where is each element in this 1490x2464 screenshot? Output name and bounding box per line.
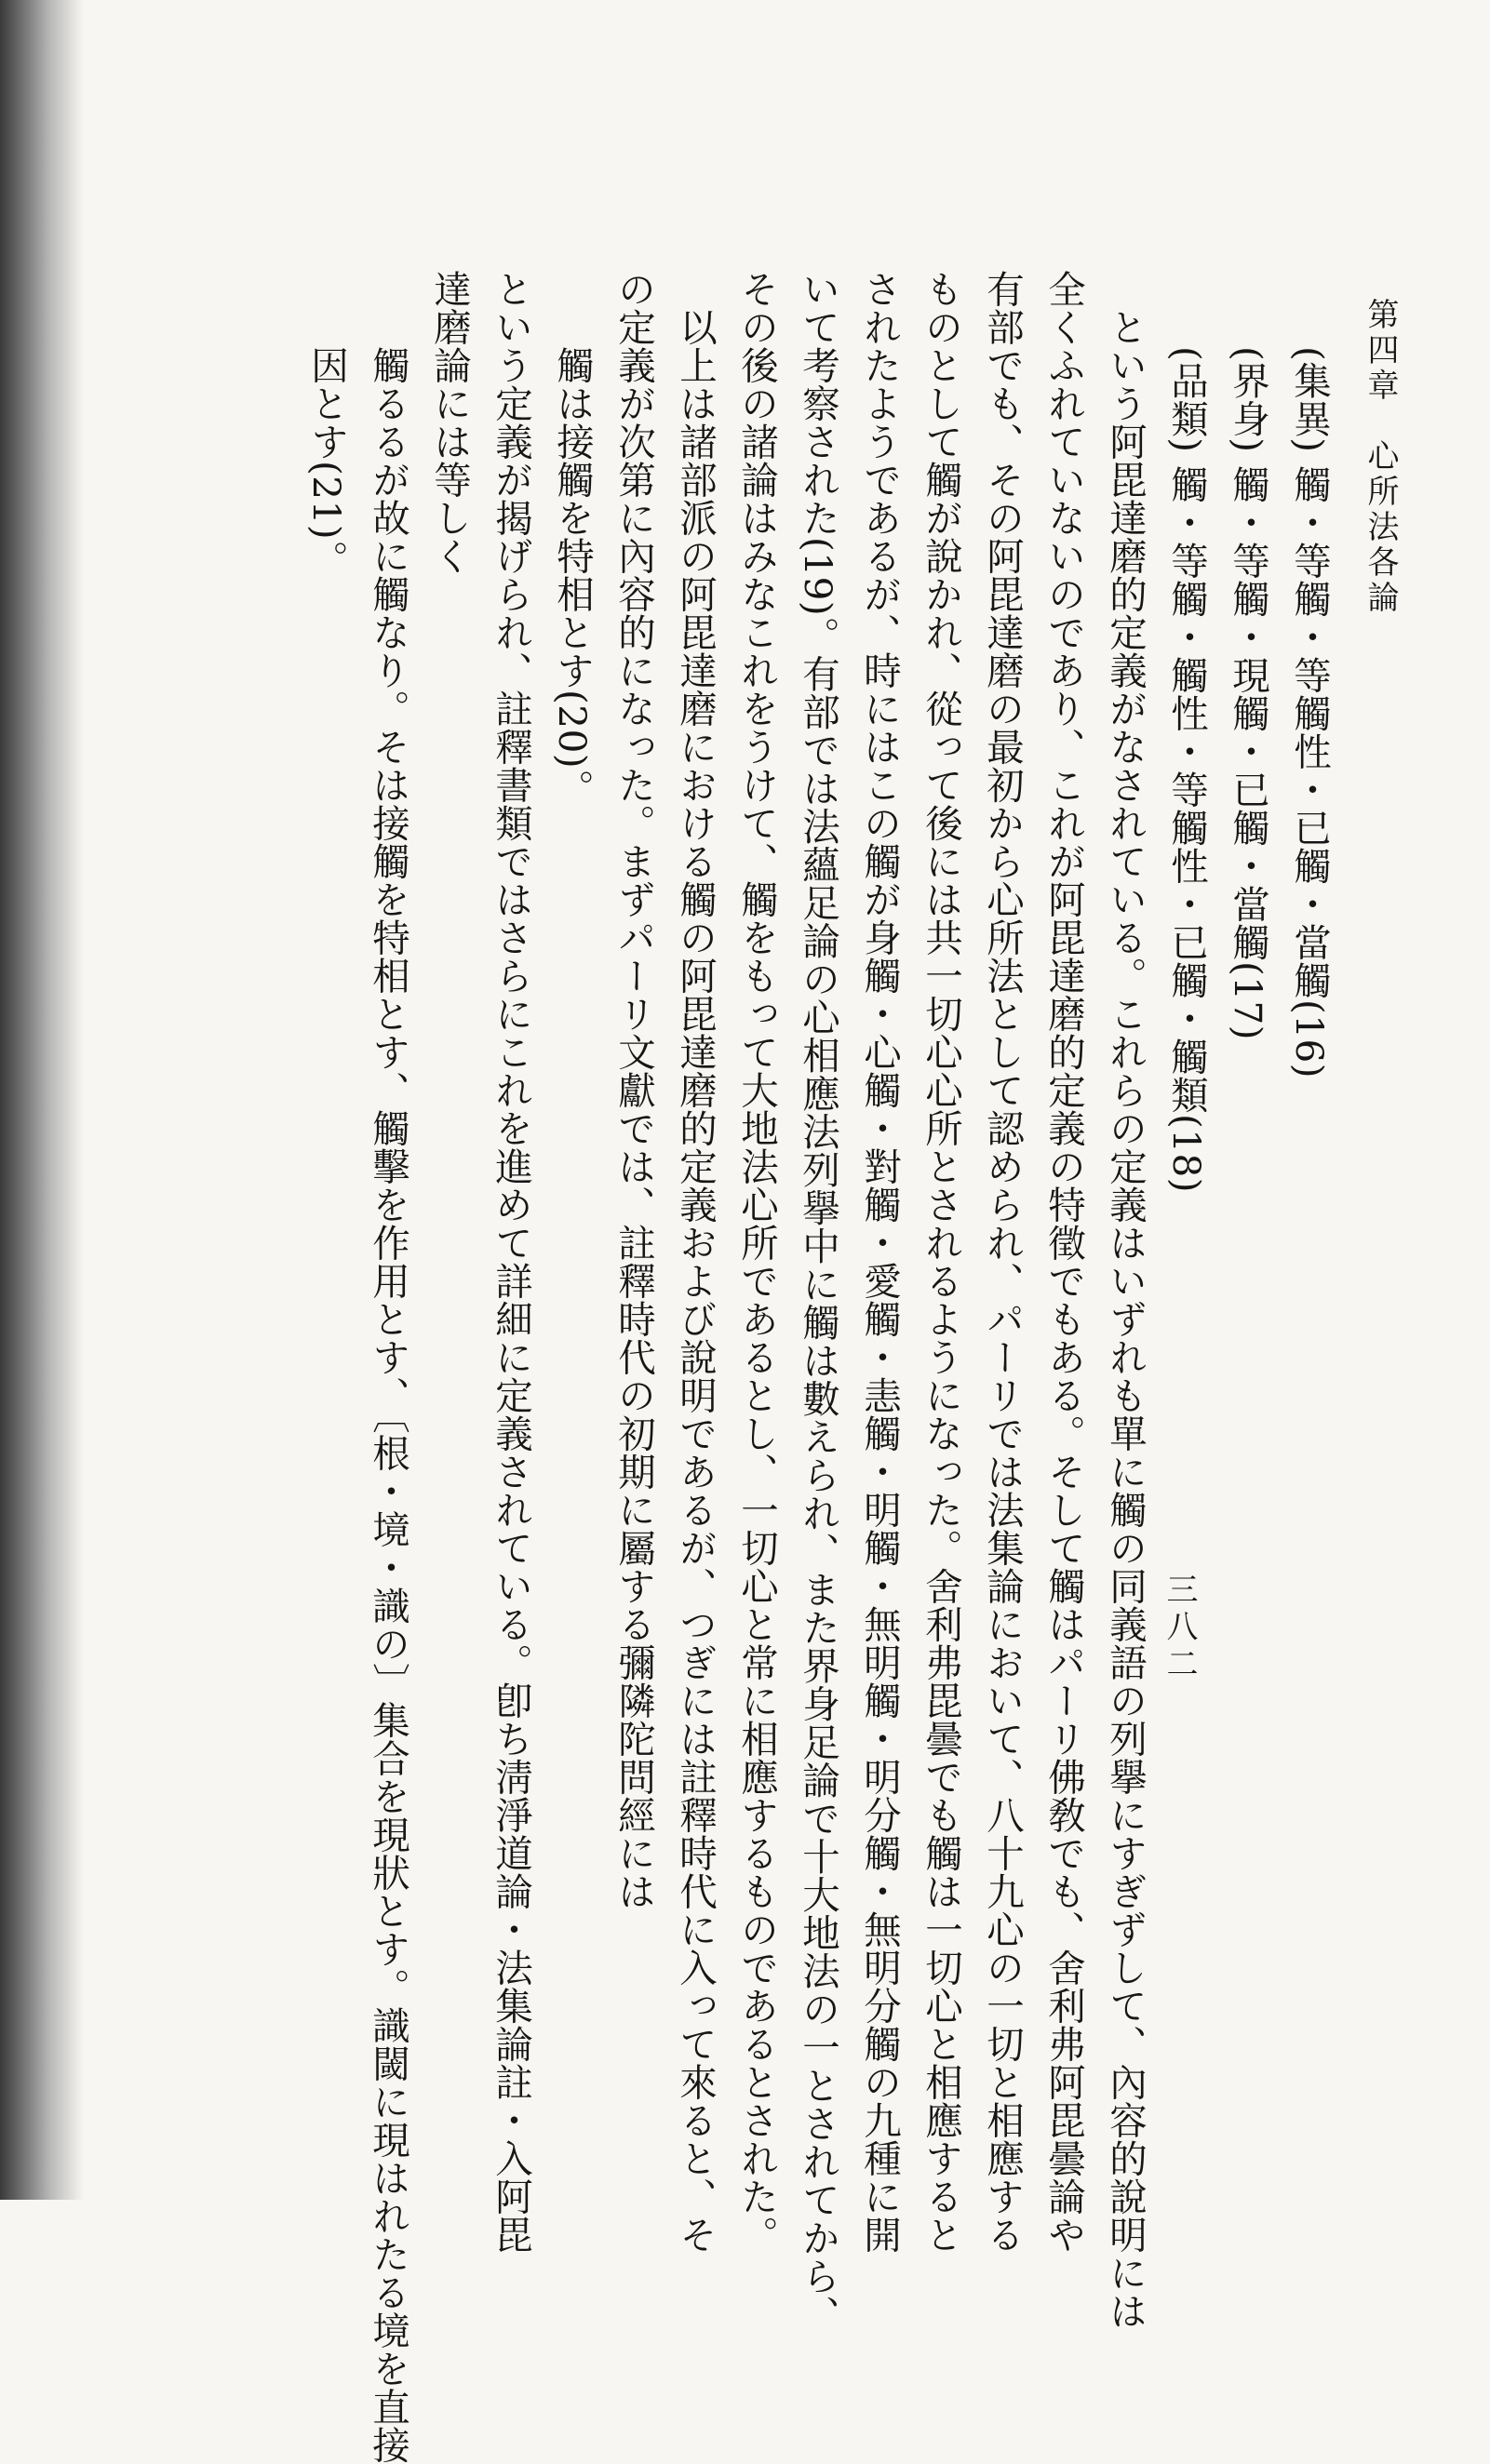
text-column: という定義が揭げられ、註釋書類ではさらにこれを進めて詳細に定義されている。卽ち淸淨道論・法集論註・入阿毘	[489, 270, 533, 2254]
text-column: いて考察された(19)。有部では法蘊足論の心相應法列擧中に觸は數えられ、また界身足論で十大地法の一とされてから、	[796, 270, 840, 2334]
body-text	[296, 270, 1340, 2464]
text-column: という阿毘達磨的定義がなされている。これらの定義はいずれも單に觸の同義語の列擧にすぎずして、內容的說明には	[1103, 308, 1148, 2330]
text-column: (品類) 觸・等觸・觸性・等觸性・已觸・觸類(18)	[1164, 346, 1209, 1194]
book-page	[130, 130, 1433, 2464]
text-column: ものとして觸が說かれ、從って後には共一切心心所とされるようになった。舍利弗毘曇でも觸は一切心と相應すると	[919, 270, 963, 2254]
running-head-chapter-title: 第四章 心所法各論	[1362, 298, 1399, 616]
text-column: 觸は接觸を特相とす(20)。	[550, 346, 595, 808]
text-column: 以上は諸部派の阿毘達磨における觸の阿毘達磨的定義および說明であるが、つぎには註釋時代に入って來ると、そ	[673, 308, 718, 2254]
text-column: その後の諸論はみなこれをうけて、觸をもって大地法心所であるとし、一切心と常に相應するものであるとされた。	[734, 270, 779, 2254]
text-column: 因とす(21)。	[304, 346, 349, 579]
page-number: 三八二	[1161, 1573, 1198, 1684]
text-column: (集異) 觸・等觸・等觸性・已觸・當觸(16)	[1287, 346, 1332, 1079]
text-column: (界身) 觸・等觸・現觸・已觸・當觸(17)	[1226, 346, 1270, 1041]
text-column: 有部でも、その阿毘達磨の最初から心所法として認められ、パーリでは法集論において、八十九心の一切と相應する	[980, 270, 1025, 2254]
text-column: 觸るるが故に觸なり。そは接觸を特相とす、觸擊を作用とす、〔根・境・識の〕集合を現狀とす。識閾に現はれたる境を直接	[366, 346, 410, 2464]
scan-shadow-edge	[0, 0, 84, 2200]
text-column: の定義が次第に內容的になった。まずパーリ文獻では、註釋時代の初期に屬する彌隣陀問經には	[611, 270, 656, 1910]
text-column: 達磨論には等しく	[427, 270, 472, 575]
text-column: 全くふれていないのであり、これが阿毘達磨的定義の特徵でもある。そして觸はパーリ佛敎でも、舍利弗阿毘曇論や	[1041, 270, 1086, 2254]
text-column: されたようであるが、時にはこの觸が身觸・心觸・對觸・愛觸・恚觸・明觸・無明觸・明分觸・無明分觸の九種に開	[857, 270, 902, 2254]
